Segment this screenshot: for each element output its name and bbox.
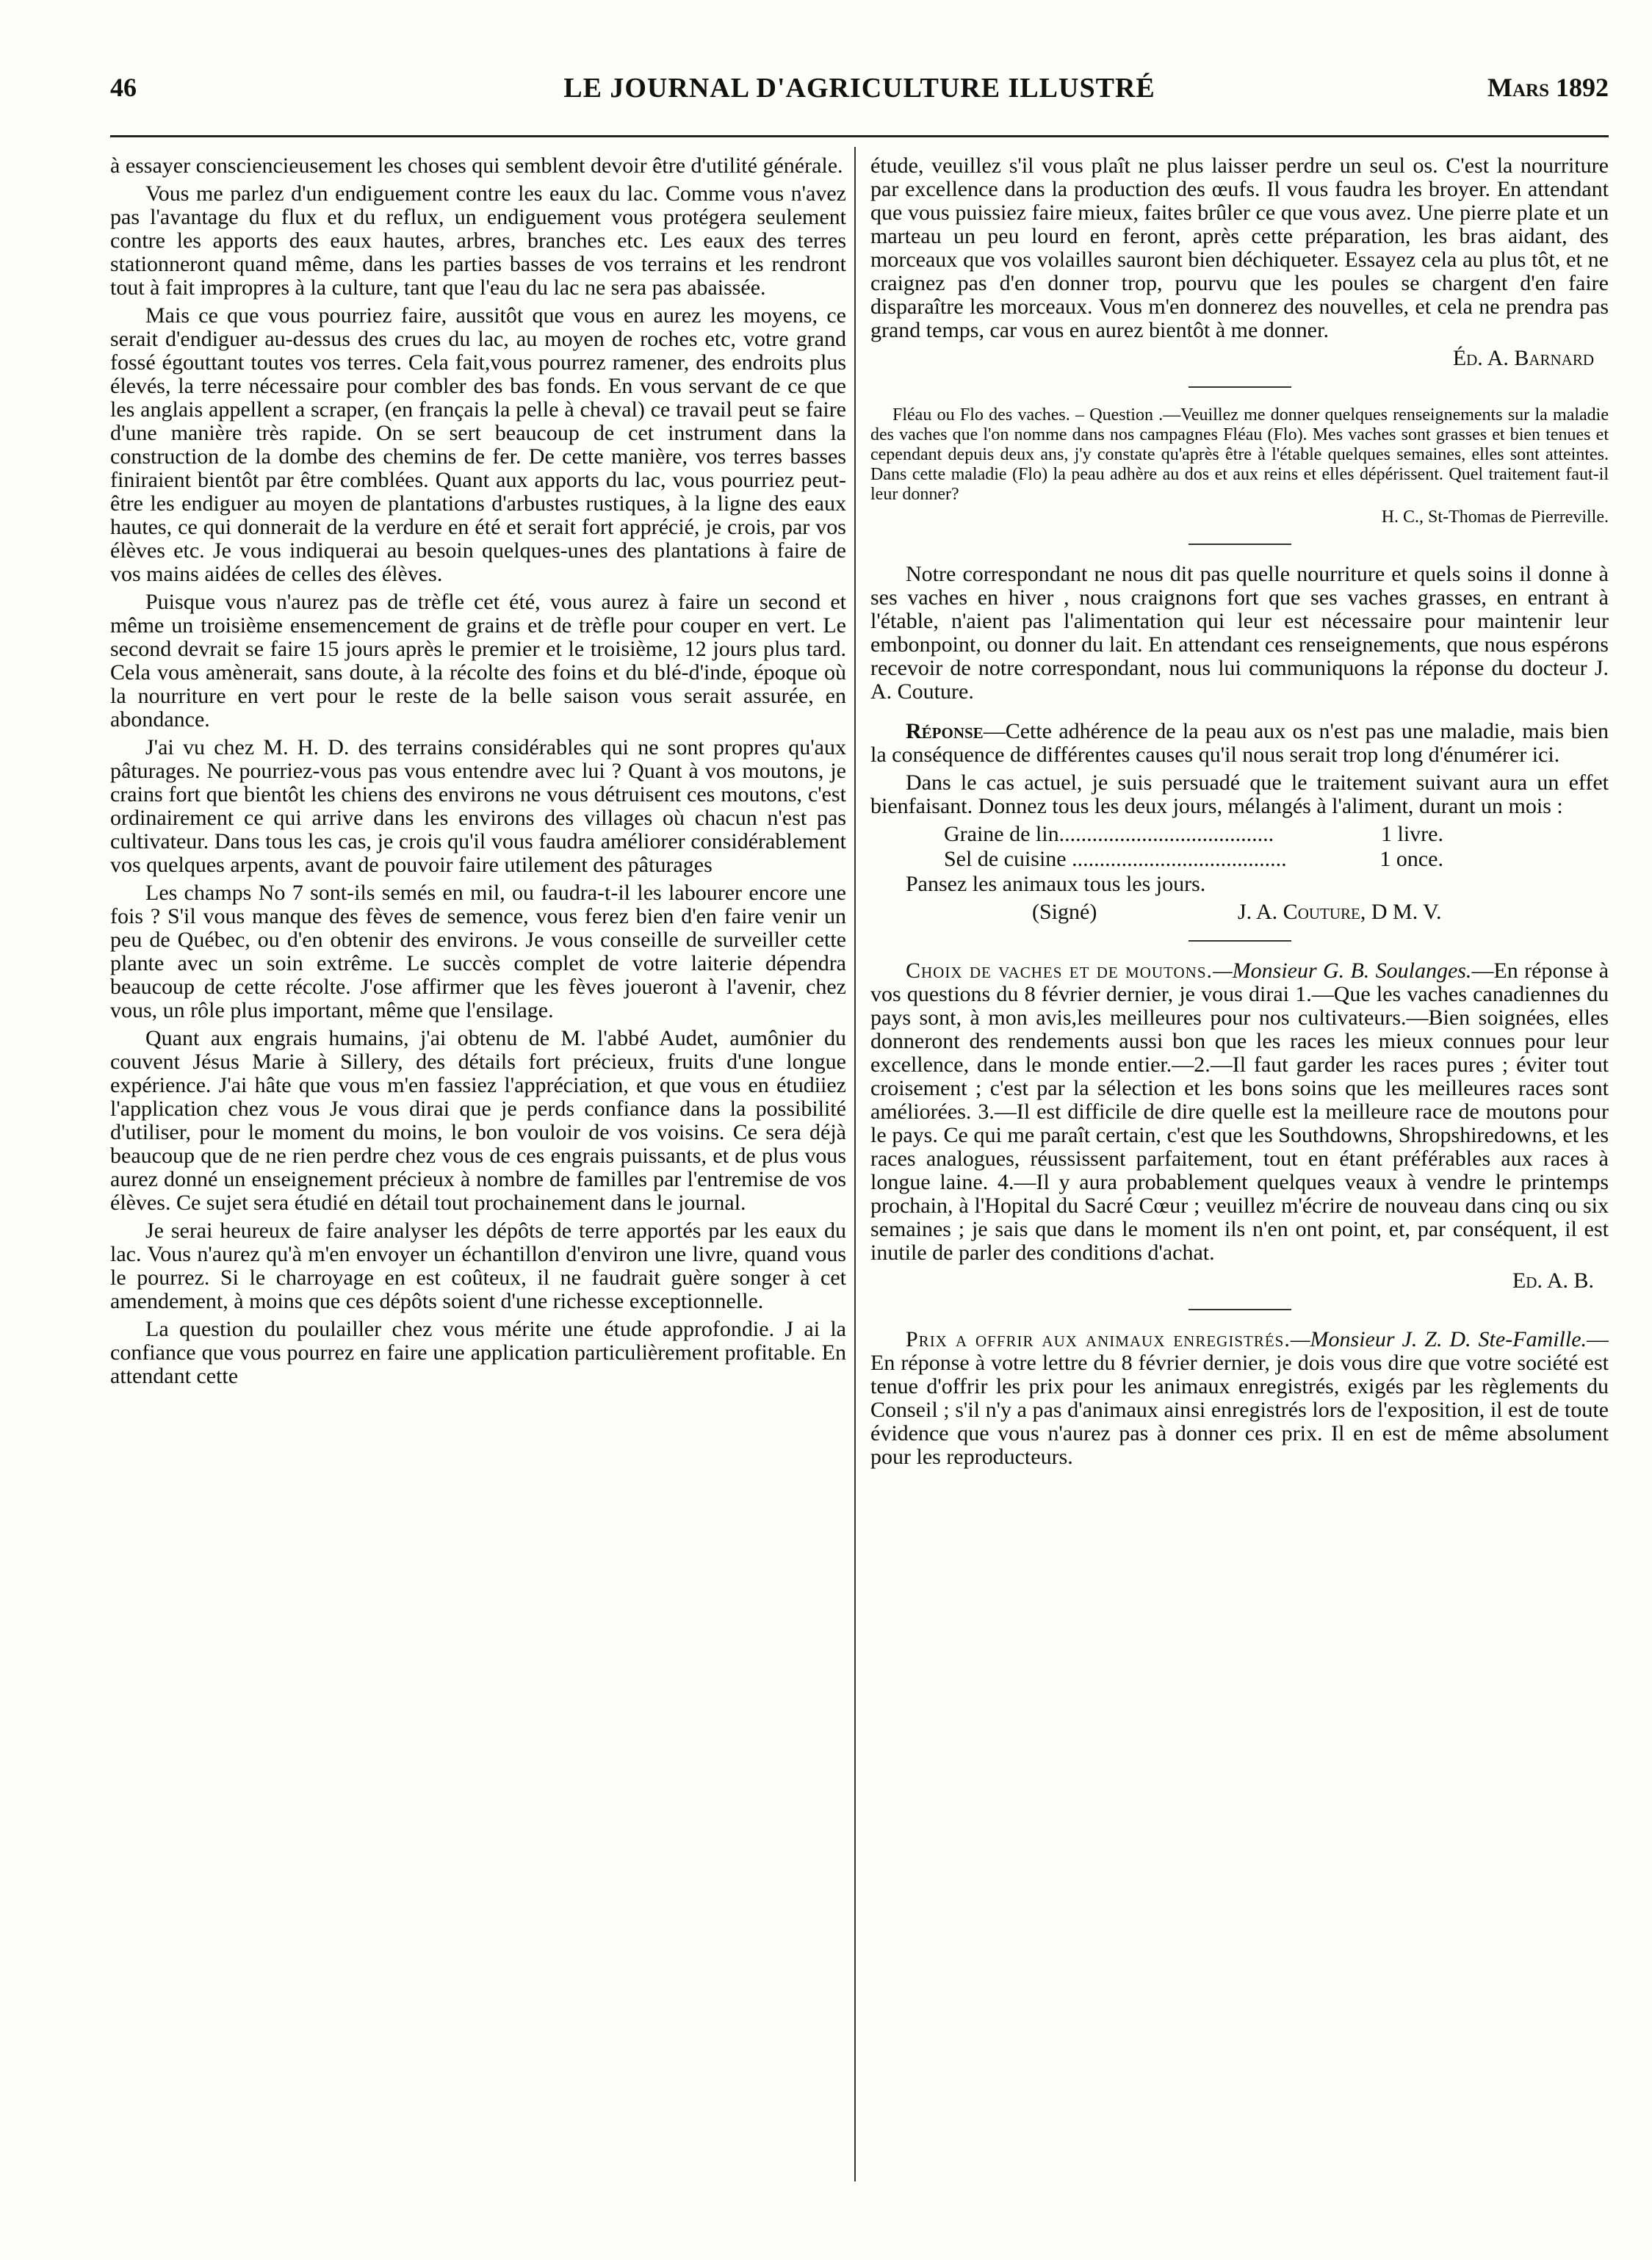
prescription-qty: 1 once. [1379, 847, 1443, 871]
question-signature: H. C., St-Thomas de Pierreville. [1381, 508, 1609, 527]
editor-note: Notre correspondant ne nous dit pas quelle nourriture et quels soins il donne à ses vaches en hiver , nous craignons fort que ses vaches grasses, en entrant à l'étable, n'aient pas l'alimentation qui leur est nécessaire pour maintenir leur embonpoint, ou donner du lait. En attendant ces renseignements, que nous espérons recevoir de notre correspondant, nous lui communiquons la réponse du docteur J. A. Couture. [870, 562, 1609, 704]
prix-heading: Prix a offrir aux animaux enregistrés. [906, 1327, 1291, 1351]
choix-heading: Choix de vaches et de moutons. [906, 958, 1213, 983]
separator-rule [1188, 940, 1291, 942]
column-divider [854, 147, 856, 2181]
question-block [870, 405, 1609, 527]
page-header [110, 72, 1609, 110]
signature-eab: Ed. A. B. [1512, 1268, 1594, 1293]
left-paragraph-7: Quant aux engrais humains, j'ai obtenu de M. l'abbé Audet, aumônier du couvent Jésus Marie à Sillery, des détails fort précieux, fruits d'une longue expérience. J'ai hâte que vous m'en fassiez l'appréciation, et que vous en étudiiez l'application chez vous Je vous dirai que je perds confiance dans la possibilité d'utiliser, pour le moment du moins, le bon vouloir de vos voisins. Ce sera déjà beaucoup que de ne rien perdre chez vous de ces engrais puissants, et de plus vous aurez donné un enseignement précieux à nombre de familles par l'entremise de vos élèves. Ce sujet sera étudié en détail tout prochainement dans le journal. [110, 1026, 846, 1215]
choix-text: —En réponse à vos questions du 8 février dernier, je vous dirai 1.—Que les vaches canadiennes du pays sont, à mon avis,les meilleures pour nos cultivateurs.—Bien soignées, elles donneront des rendements aussi bon que les races les mieux connues pour leur excellence, dans le monde entier.—2.—Il faut garder les races pures ; éviter tout croisement ; c'est par la sélection et les bons soins que les meilleures races sont améliorées. 3.—Il est difficile de dire quelle est la meilleure race de moutons pour le pays. Ce qui me paraît certain, c'est que les Southdowns, Shropshiredowns, et les races analogues, réussissent parfaitement, tout en étant préférables aux races à longue laine. 4.—Il y aura probablement quelques veaux à vendre le printemps prochain, à l'Hopital du Sacré Cœur ; veuillez m'écrire de nouveau dans cinq ou six semaines ; je sais que dans le moment ils n'en ont point, et, par conséquent, il est inutile de parler des conditions d'achat. [870, 958, 1609, 1265]
separator-rule [1188, 386, 1291, 388]
left-paragraph-1: à essayer consciencieusement les choses qui semblent devoir être d'utilité générale. [110, 154, 843, 178]
prescription-item: Sel de cuisine ....................................... [944, 847, 1287, 871]
header-rule [110, 135, 1609, 137]
prix-addressee: —Monsieur J. Z. D. Ste-Famille. [1290, 1327, 1587, 1351]
prescription-item: Graine de lin....................................... [944, 822, 1274, 846]
separator-rule [1188, 544, 1291, 545]
prix-text: —En réponse à votre lettre du 8 février dernier, je dois vous dire que votre société est tenue d'offrir les prix pour les animaux enregistrés, exigés par les règlements du Conseil ; s'il n'y a pas d'animaux ainsi enregistrés lors de l'exposition, il est de toute évidence que vous n'aurez pas à donner ces prix. Il en est de même absolument pour les reproducteurs. [870, 1327, 1609, 1469]
signature-barnard: Éd. A. Barnard [1452, 346, 1594, 370]
signed-label: (Signé) [1032, 900, 1097, 924]
separator-rule [1188, 1309, 1291, 1310]
signed-name: J. A. Couture, D M. V. [1238, 900, 1442, 924]
reponse-signature [1032, 900, 1609, 924]
right-continuation: étude, veuillez s'il vous plaît ne plus laisser perdre un seul os. C'est la nourriture par excellence dans la production des œufs. Il vous faudra les broyer. En attendant que vous puissiez faire mieux, faites brûler ce que vous avez. Une pierre plate et un marteau un peu lourd en feront, après cette préparation, les bras aidant, des morceaux que vos volailles sauront bien déchiqueter. Essayez cela au plus tôt, et ne craignez pas d'en donner trop, pourvu que les poules se chargent d'en faire disparaître les morceaux. Vous m'en donnerez des nouvelles, et cela ne prendra pas grand temps, car vous en aurez bientôt à me donner. [870, 154, 1609, 342]
prix-paragraph [870, 1328, 1609, 1469]
reponse-paragraph-2: Dans le cas actuel, je suis persuadé que le traitement suivant aura un effet bienfaisant. Donnez tous les deux jours, mélangés à l'aliment, durant un mois : [870, 770, 1609, 818]
prescription-line [944, 848, 1443, 871]
reponse-text: —Cette adhérence de la peau aux os n'est pas une maladie, mais bien la conséquence de différentes causes qu'il nous serait trop long d'énumérer ici. [870, 719, 1609, 767]
reponse-paragraph [870, 720, 1609, 767]
right-column [870, 154, 1609, 2196]
issue-date: Mars 1892 [1487, 73, 1609, 102]
left-paragraph-2: Vous me parlez d'un endiguement contre les eaux du lac. Comme vous n'avez pas l'avantage du flux et du reflux, un endiguement vous protégera seulement contre les apports des eaux hautes, arbres, branches etc. Les eaux des terres stationneront quand même, dans les parties basses de vos terrains et les rendront tout à fait impropres à la culture, tant que l'eau du lac ne sera pas abaissée. [110, 181, 846, 300]
left-paragraph-8: Je serai heureux de faire analyser les dépôts de terre apportés par les eaux du lac. Vous n'aurez qu'à m'en envoyer un échantillon d'environ une livre, quand vous le pourrez. Si le charroyage en est coûteux, il ne faudrait guère songer à cet amendement, à moins que ces dépôts soient d'une richesse exceptionnelle. [110, 1219, 846, 1313]
left-paragraph-3: Mais ce que vous pourriez faire, aussitôt que vous en aurez les moyens, ce serait d'endiguer au-dessus des crues du lac, au moyen de roches etc, votre grand fossé égouttant toutes vos terres. Cela fait,vous pourrez ramener, des endroits plus élevés, la terre nécessaire pour combler des bas fonds. En vous servant de ce que les anglais appellent a scraper, (en français la pelle à cheval) ce travail peut se faire d'une manière très rapide. On se sert beaucoup de cet instrument dans la construction de la dombe des chemins de fer. De cette manière, vos terres basses finiraient bientôt par être comblées. Quant aux apports du lac, vous pourriez peut-être les endiguer au moyen de plantations d'arbustes rustiques, à la ligne des eaux hautes, ce qui donnerait de la verdure en été et serait fort apprécié, je crois, par vos élèves etc. Je vous indiquerai au besoin quelques-unes des plantations à faire de vos mains aidées de celles des élèves. [110, 303, 846, 586]
left-paragraph-6: Les champs No 7 sont-ils semés en mil, ou faudra-t-il les labourer encore une fois ? S'il vous manque des fèves de semence, vous ferez bien d'en faire venir un peu de Québec, ou d'en obtenir des environs. Je vous conseille de surveiller cette plante avec un soin extrême. Le succès complet de votre laiterie dépendra beaucoup de cette récolte. J'ose affirmer que les fèves joueront à l'avenir, chez vous, un rôle plus important, même que l'ensilage. [110, 881, 846, 1022]
question-text: Fléau ou Flo des vaches. – Question .—Veuillez me donner quelques renseignements sur la maladie des vaches que l'on nomme dans nos campagnes Fléau (Flo). Mes vaches sont grasses et bien tenues et cependant depuis deux ans, j'y constate qu'après être à l'étable quelques semaines, elles sont atteintes. Dans cette maladie (Flo) la peau adhère au dos et aux reins et elles dépérissent. Quel traitement faut-il leur donner? [870, 405, 1609, 504]
left-paragraph-9: La question du poulailler chez vous mérite une étude approfondie. J ai la confiance que vous pourrez en faire une application particulièrement profitable. En attendant cette [110, 1317, 846, 1388]
left-paragraph-4: Puisque vous n'aurez pas de trèfle cet été, vous aurez à faire un second et même un troisième ensemencement de grains et de trèfle pour couper en vert. Le second devrait se faire 15 jours après le premier et le troisième, 12 jours plus tard. Cela vous amènerait, sans doute, à la récolte des foins et du blé-d'inde, époque où la nourriture en vert pour le reste de la belle saison vous serait assurée, en abondance. [110, 590, 846, 732]
prescription-line [944, 823, 1443, 846]
reponse-label: Réponse [906, 719, 984, 743]
left-paragraph-5: J'ai vu chez M. H. D. des terrains considérables qui ne sont propres qu'aux pâturages. Ne pourriez-vous pas vous entendre avec lui ? Quant à vos moutons, je crains fort que bientôt les chiens des environs ne vous détruisent ces moutons, c'est ordinairement ce qui arrive dans les environs des villages où chacun n'est pas cultivateur. Dans tous les cas, je crois qu'il vous faudra améliorer considérablement vos quelques arpents, avant de pouvoir faire utilement des pâturages [110, 735, 846, 877]
journal-title: LE JOURNAL D'AGRICULTURE ILLUSTRÉ [563, 73, 1155, 104]
prescription-qty: 1 livre. [1381, 822, 1443, 846]
choix-paragraph [870, 959, 1609, 1265]
choix-addressee: —Monsieur G. B. Soulanges. [1213, 958, 1472, 983]
page-number: 46 [110, 73, 137, 102]
left-column [110, 154, 846, 2196]
reponse-closing: Pansez les animaux tous les jours. [906, 872, 1206, 896]
